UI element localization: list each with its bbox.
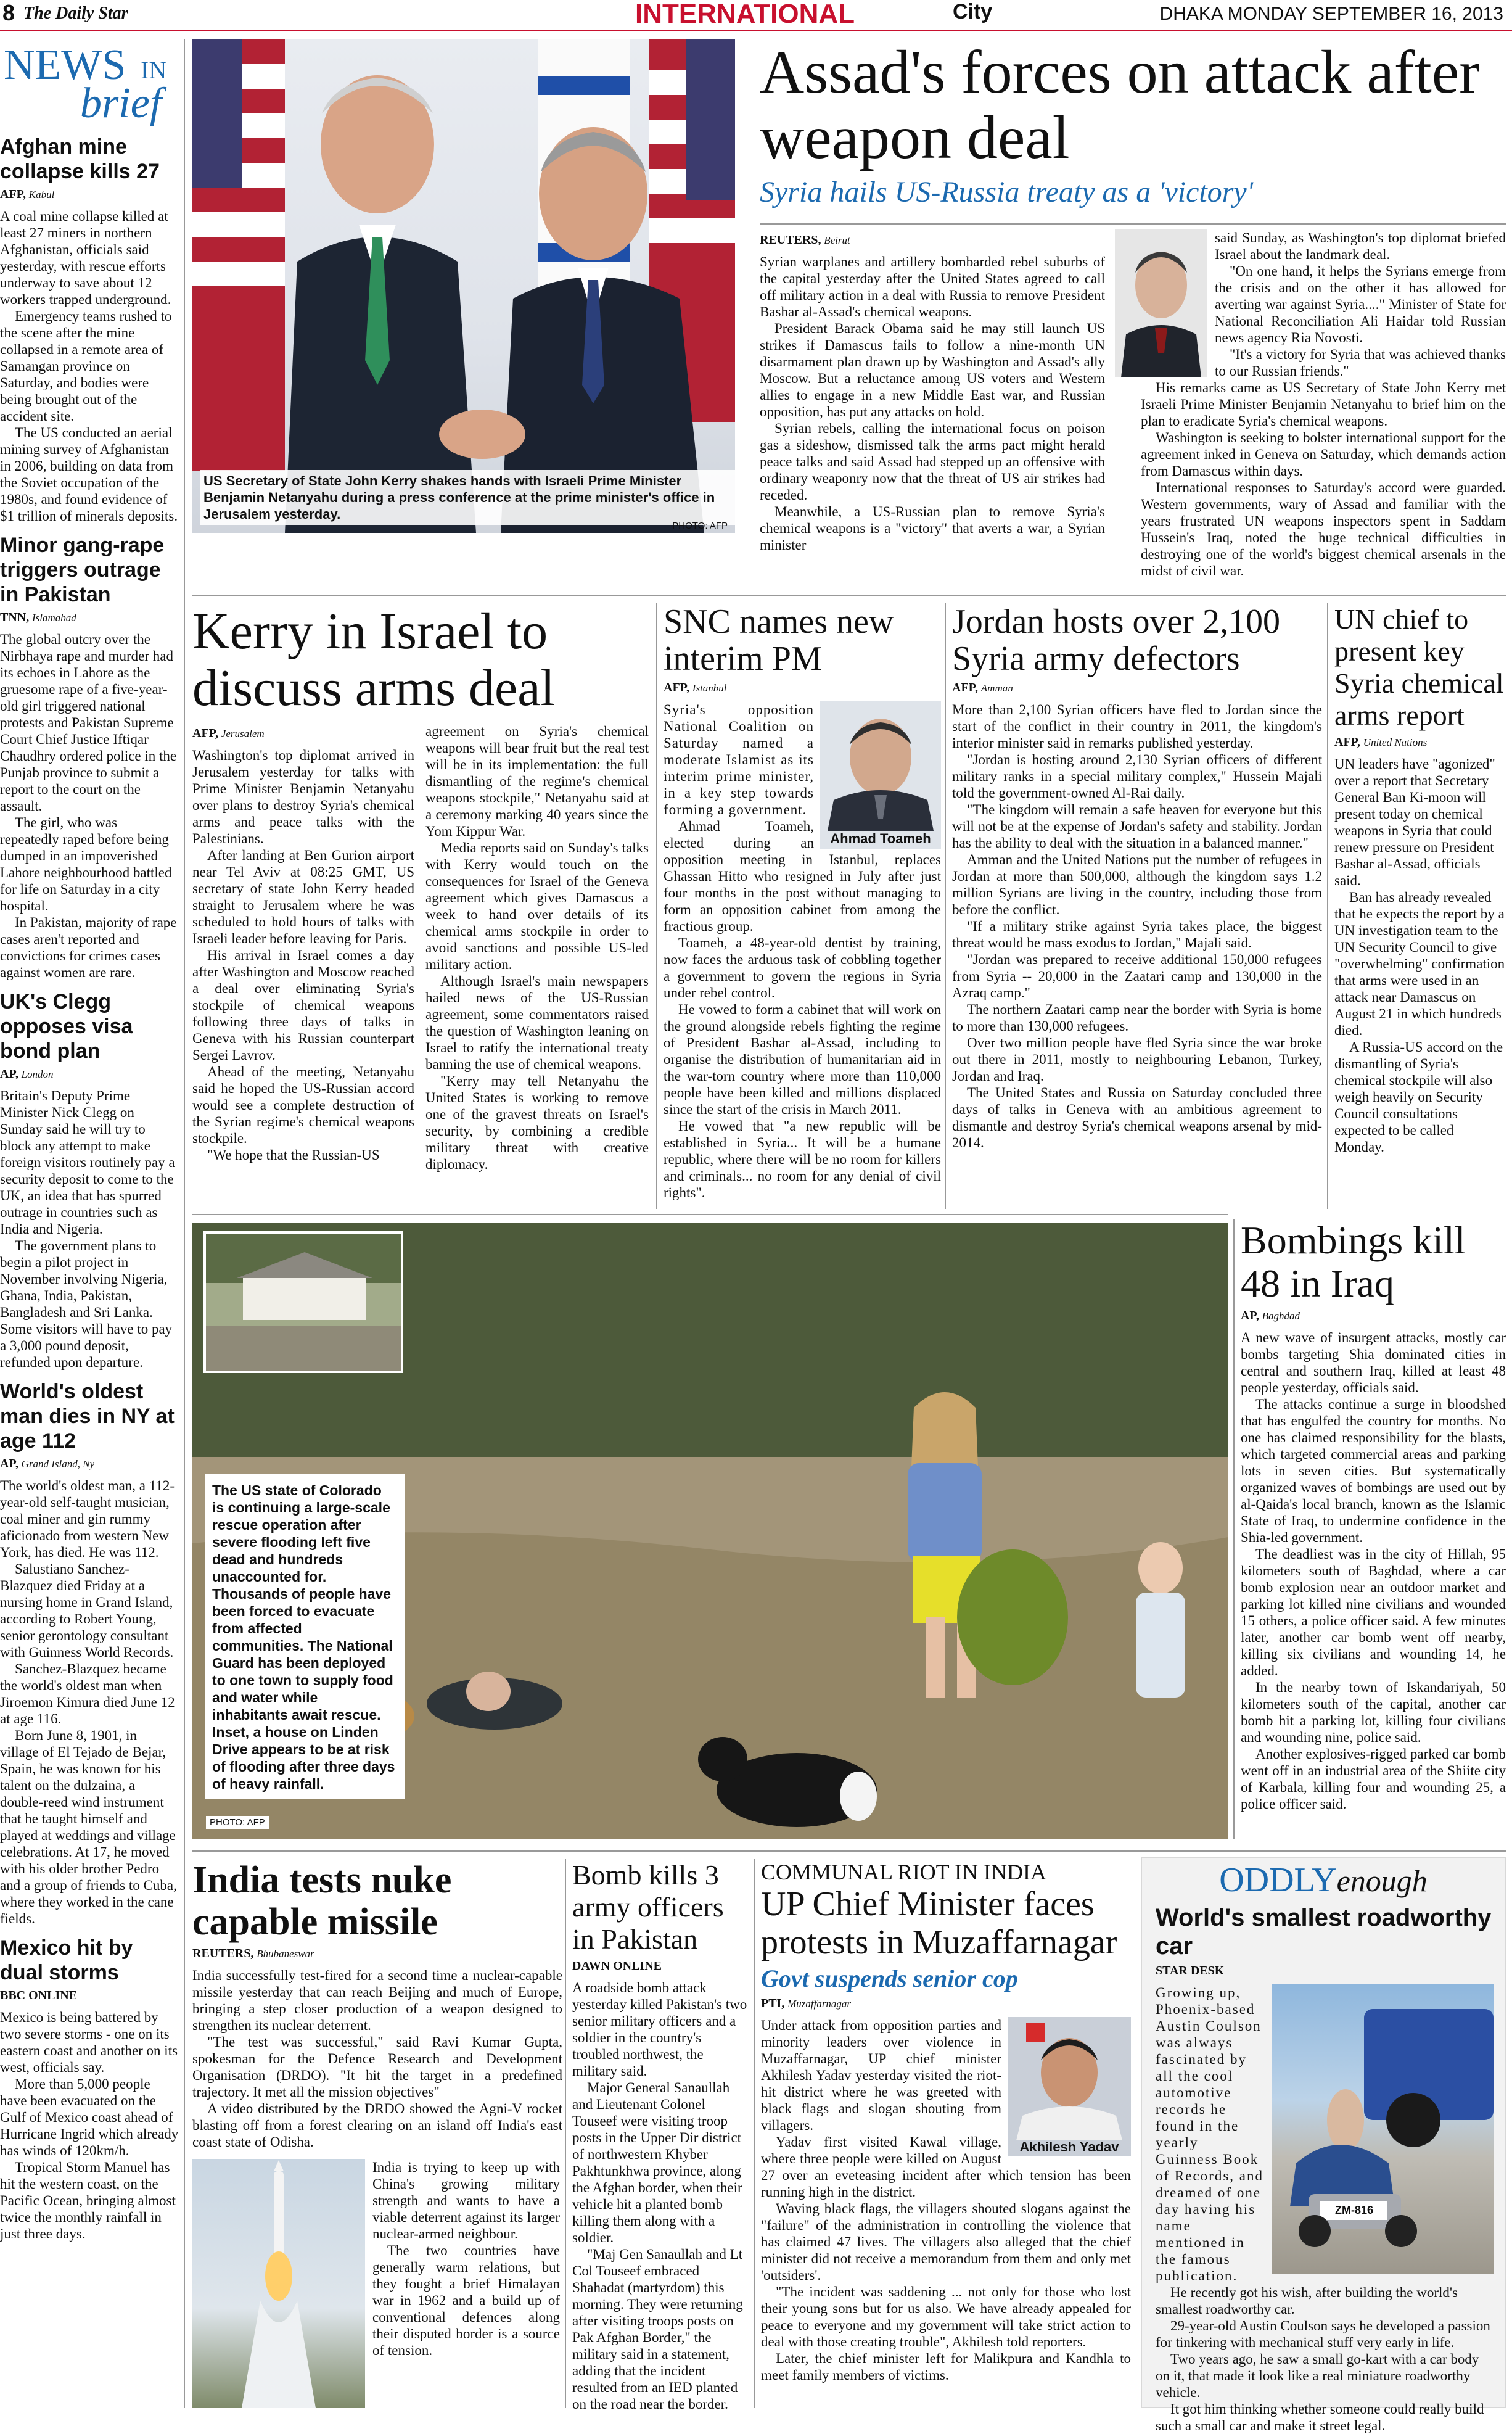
brief-headline: Afghan mine collapse kills 27: [0, 135, 160, 183]
jordan-headline: Jordan hosts over 2,100 Syria army defectors: [952, 603, 1280, 678]
paragraph: Major General Sanaullah and Lieutenant Colonel Touseef were visiting troop posts in the Upper Dir district of northwestern Khyber Pakhtunkhwa province, along the Afghan border, when their vehicle hit a planted bomb killing them along with a soldier.: [572, 2080, 742, 2245]
bomb-headline: Bomb kills 3 army officers in Pakistan: [572, 1859, 724, 1955]
paragraph: It got him thinking whether someone could really build such a small car and make it street legal.: [1156, 2401, 1484, 2433]
iraq-place: Baghdad: [1262, 1310, 1300, 1322]
paragraph: He recently got his wish, after building the world's smallest roadworthy car.: [1156, 2285, 1458, 2317]
brief-item: [0, 1379, 179, 1927]
photo-credit: PHOTO: AFP: [672, 521, 728, 531]
brief-headline: World's oldest man dies in NY at age 112: [0, 1380, 175, 1453]
oddly-label: [1142, 1860, 1505, 1900]
dateline: DHAKA MONDAY SEPTEMBER 16, 2013: [1159, 4, 1503, 24]
flood-caption-box: [205, 1474, 405, 1799]
assad-agency: REUTERS,: [760, 233, 821, 247]
us-flag-left: [192, 39, 285, 471]
un-place: United Nations: [1363, 736, 1428, 748]
paragraph: The deadliest was in the city of Hillah, 95 kilometers south of Baghdad, where a car bomb explosion near an outdoor market and parking lot killed nine civilians and wounded 15 others, a police officer said. A few minutes later, another car bomb went off nearby, killing six civilians and wounding 14, he added.: [1241, 1546, 1506, 1678]
paragraph: Although Israel's main newspapers hailed news of the US-Russian agreement, some commentators raised the question of Washington leaning on Israel to ratify the international treaty banning the use of chemical weapons.: [425, 973, 649, 1072]
paragraph: Meanwhile, a US-Russian plan to remove Syria's chemical weapons is a "victory" that averts a war, a Syrian minister: [760, 504, 1105, 553]
assad-col-2: [1141, 229, 1506, 579]
section-rule: [192, 595, 1506, 596]
photo-credit: PHOTO: AFP: [206, 1816, 269, 1829]
kerry-col-1: [192, 723, 414, 1163]
paragraph: The attacks continue a surge in bloodshed that has engulfed the country for months. No one has claimed responsibility for the blasts, which targeted commercial areas and parking lots in seven cities. But systematically organized waves of bombings are used out by al-Qaida's local branch, known as the Islamic State of Iraq, to undermine confidence in the Shia-led government.: [1241, 1396, 1506, 1545]
assad-headline: Assad's forces on attack after weapon deal: [760, 38, 1480, 171]
column-rule: [656, 603, 657, 1209]
paragraph: "The kingdom will remain a safe heaven for everyone but this will not be at the expense of Jordan's safety and stability. Jordan has the ability to deal with the situation in a balanced manner.": [952, 802, 1322, 851]
brief-paragraph: More than 5,000 people have been evacuated on the Gulf of Mexico coast ahead of Hurricane Ingrid which already has winds of 120km/h.: [0, 2076, 179, 2158]
paragraph: "The incident was saddening ... not only for those who lost their young sons but for us also. We have already appealed for peace to everyone and my government will take strict action to deal with those creating trouble", Akhilesh told reporters.: [761, 2284, 1131, 2349]
kerry-netanyahu-photo: [192, 39, 735, 533]
paragraph: In the nearby town of Iskandariyah, 50 kilometers south of the capital, another car bomb hit a parking lot, killing four civilians and wounding nine, police said.: [1241, 1680, 1506, 1745]
brief-headline: UK's Clegg opposes visa bond plan: [0, 990, 133, 1063]
handshake-illustration: [192, 39, 735, 533]
pakistan-bomb-article: [572, 1859, 749, 2412]
paragraph: agreement on Syria's chemical weapons will bear fruit but the real test will be in its implementation: the full dismantling of the regime's chemical weapons stockpile," Netanyahu said at a ceremony marking 40 years since the Yom Kippur War.: [425, 724, 649, 839]
page-number: 8: [2, 0, 15, 25]
paragraph: "Maj Gen Sanaullah and Lt Col Touseef embraced Shahadat (martyrdom) this morning. They were returning after visiting troops posts on Pak Afghan Border," the military said in a statement, adding that the incident resulted from an IED planted on the road near the border.: [572, 2246, 743, 2412]
oddly-enough-box: [1141, 1857, 1506, 2433]
jordan-article: [952, 603, 1322, 1151]
brief-item: [0, 1936, 179, 2242]
paragraph: International responses to Saturday's accord were guarded. Western governments, wary of Assad and familiar with the years frustrated UN weapons inspectors spent in Saddam Hussein's Iraq, noted the huge technical difficulties in destroying one of the world's biggest chemical arsenals in the midst of civil war.: [1141, 480, 1506, 579]
paragraph: Syria's opposition National Coalition on Saturday named a moderate Islamist as its interim prime minister, in a key step towards forming a government.: [664, 702, 814, 817]
paragraph: More than 2,100 Syrian officers have fled to Jordan since the start of the conflict in their country in 2011, the kingdom's interior minister said in remarks published yesterday.: [952, 702, 1322, 751]
paragraph: After landing at Ben Gurion airport near Tel Aviv at 08:25 GMT, US secretary of state John Kerry headed straight to Jerusalem where he was scheduled to hold hours of talks with Israeli leader before leaving for Paris.: [192, 848, 414, 946]
paragraph: President Barack Obama said he may still launch US strikes if Damascus fails to follow a nine-month UN disarmament plan drawn up by Washington and Assad's ally Moscow. But a reluctance among US voters and Western allies to engage in a new Middle East war, and Russian opposition, has put any attacks on hold.: [760, 321, 1105, 419]
bomb-agency: DAWN ONLINE: [572, 1959, 662, 1973]
snc-article: [664, 603, 941, 1201]
up-headline: UP Chief Minister faces protests in Muzaffarnagar: [761, 1885, 1117, 1962]
photo-caption: Akhilesh Yadav: [1019, 2139, 1119, 2155]
paragraph: Syrian rebels, calling the international focus on poison gas a sideshow, dismissed talk the arms pact might herald peace talks and said Assad had stepped up an offensive with ordinary weaponry now that the threat of US air strikes had receded.: [760, 421, 1105, 503]
inset-house-photo: [203, 1231, 403, 1373]
sub-section-label: City: [953, 0, 993, 23]
brief-paragraph: The world's oldest man, a 112-year-old self-taught musician, coal miner and gin rummy aficionado from western New York, has died. He was 112.: [0, 1478, 175, 1560]
kerry-col-2: [425, 723, 649, 1173]
paragraph: A video distributed by the DRDO showed the Agni-V rocket blasting off from a forest clearing on an island off India's east coast state of Odisha.: [192, 2101, 562, 2150]
paragraph: "Jordan is hosting around 2,130 Syrian officers of different military ranks in a special military complex," Hussein Majali told the government-owned Al-Rai daily.: [952, 752, 1322, 801]
jordan-agency: AFP,: [952, 681, 979, 695]
paragraph: His arrival in Israel comes a day after Washington and Moscow reached a deal over eliminating Syria's stockpile of chemical weapons following three days of talks in Geneva with his Russian counterpart Sergei Lavrov.: [192, 947, 414, 1063]
brief-paragraph: Mexico is being battered by two severe storms - one on its eastern coast and another on its west, officials say.: [0, 2010, 178, 2075]
brief-agency: TNN,: [0, 611, 30, 624]
brief-title-in: IN: [141, 56, 167, 84]
paragraph: The northern Zaatari camp near the border with Syria is home to more than 130,000 refugees.: [952, 1002, 1322, 1034]
india-agency: REUTERS,: [192, 1947, 254, 1960]
paragraph: Washington is seeking to bolster international support for the agreement inked in Geneva on Saturday, which demands action from Damascus within days.: [1141, 430, 1506, 479]
portrait-icon: [820, 701, 941, 831]
colorado-flood-photo: [192, 1223, 1228, 1839]
paragraph: The United States and Russia on Saturday concluded three days of talks in Geneva with an ambitious agreement to dismantle and destroy Syria's chemical weapons arsenal by mid-2014.: [952, 1085, 1322, 1150]
paragraph: The two countries have generally warm relations, but they fought a brief Himalayan war in 1962 and a build up of conventional defences along their disputed border is a source of tension.: [372, 2243, 560, 2358]
brief-paragraph: A coal mine collapse killed at least 27 miners in northern Afghanistan, officials said yesterday, with rescue efforts underway to save about 12 workers trapped underground.: [0, 208, 171, 307]
paragraph: Media reports said on Sunday's talks with Kerry would touch on the consequences for Israel of the Geneva agreement which gives Damascus a week to hand over details of its chemical arms stockpile in order to avoid sanctions and possible US-led military action.: [425, 840, 649, 972]
paragraph: Under attack from opposition parties and minority leaders over violence in Muzaffarnagar, UP chief minister Akhilesh Yadav yesterday visited the riot-hit district where he was greeted with black flags and slogan shouting from villagers.: [761, 2018, 1001, 2133]
paragraph: Another explosives-rigged parked car bomb went off in an industrial area of the Shiite city of Karbala, killing four and wounding 25, a police officer said.: [1241, 1746, 1506, 1812]
paragraph: Toameh, a 48-year-old dentist by training, now faces the arduous task of cobbling together a government to govern the regions in Syria under rebel control.: [664, 935, 941, 1000]
paragraph: A new wave of insurgent attacks, mostly car bombs targeting Shia dominated cities in central and southern Iraq, killed at least 48 people yesterday, officials said.: [1241, 1330, 1506, 1395]
brief-agency: BBC ONLINE: [0, 1989, 78, 2002]
un-headline: UN chief to present key Syria chemical arms report: [1334, 603, 1504, 731]
brief-paragraph: Born June 8, 1901, in village of El Tejado de Bejar, Spain, he was known for his talent on the dulzaina, a double-reed wind instrument that he taught himself and played at weddings and village celebrations. At 17, he moved with his older brother Pedro and a group of friends to Cuba, where they worked in the cane fields.: [0, 1728, 177, 1926]
paragraph: India is trying to keep up with China's growing military strength and wants to have a viable deterrent against its larger nuclear-armed neighbour.: [372, 2160, 560, 2242]
brief-title-brief: brief: [80, 80, 162, 127]
paragraph: India successfully test-fired for a second time a nuclear-capable missile yesterday that can reach Beijing and much of Europe, bringing a step closer production of a weapon designed to strengthen its nuclear deterrent.: [192, 1968, 562, 2033]
kerry-agency: AFP,: [192, 727, 219, 740]
paragraph: He vowed to form a cabinet that will work on the ground alongside rebels fighting the regime of President Bashar al-Assad, including to organise the distribution of humanitarian aid in the war-torn country where more than 110,000 people have been killed and millions displaced since the start of the crisis in March 2011.: [664, 1002, 941, 1117]
paragraph: "The test was successful," said Ravi Kumar Gupta, spokesman for the Defence Research and Development Organisation (DRDO). "It hit the target in a predefined trajectory. It met all the mission objectives": [192, 2034, 562, 2100]
snc-agency: AFP,: [664, 681, 690, 695]
oddly-label-b: enough: [1336, 1863, 1428, 1898]
section-label: INTERNATIONAL: [635, 0, 855, 29]
brief-agency: AP,: [0, 1457, 18, 1471]
paragraph: His remarks came as US Secretary of State John Kerry met Israeli Prime Minister Benjamin Netanyahu to brief him on the plan to eradicate Syria's chemical weapons.: [1141, 380, 1506, 429]
snc-headline: SNC names new interim PM: [664, 603, 894, 678]
paragraph: A roadside bomb attack yesterday killed Pakistan's two senior military officers and a soldier in the country's troubled northwest, the military said.: [572, 1980, 747, 2079]
brief-paragraph: The government plans to begin a pilot project in November involving Nigeria, Ghana, India, Pakistan, Bangladesh and Sri Lanka. Some visitors will have to pay a 3,000 pound deposit, refunded upon departure.: [0, 1238, 173, 1370]
column-rule: [184, 39, 185, 2408]
paragraph: He vowed that "a new republic will be established in Syria... It will be a humane republic, where there will be no room for killers and criminals... no room for any denial of civil rights".: [664, 1118, 941, 1200]
paragraph: "It's a victory for Syria that was achieved thanks to our Russian friends.": [1215, 347, 1506, 379]
portrait-icon: [1008, 2017, 1131, 2140]
brief-paragraph: Salustiano Sanchez-Blazquez died Friday at a nursing home in Grand Island, according to Robert Young, senior gerontology consultant with Guinness World Records.: [0, 1561, 174, 1660]
paragraph: Waving black flags, the villagers shouted slogans against the "failure" of the administration in controlling the violence that has claimed 47 lives. The villagers also alleged that the chief minister did not receive a memorandum from them and only met 'outsiders'.: [761, 2201, 1131, 2283]
akhilesh-photo: [1008, 2017, 1131, 2156]
up-place: Muzaffarnagar: [787, 1998, 852, 2010]
section-rule: [192, 1214, 1228, 1215]
missile-icon: [192, 2159, 365, 2408]
column-rule: [1233, 1219, 1235, 1839]
kerry-article: [192, 603, 661, 717]
paragraph: "If a military strike against Syria takes place, the biggest threat would be mass exodus to Jordan," Majali said.: [952, 918, 1322, 951]
tiny-car-illustration: [1272, 1984, 1494, 2274]
paragraph: 29-year-old Austin Coulson says he developed a passion for tinkering with mechanical stuff very early in life.: [1156, 2318, 1490, 2350]
paragraph: UN leaders have "agonized" over a report that Secretary General Ban Ki-moon will present today on chemical weapons in Syria that could renew pressure on President Bashar al-Assad, officials said.: [1334, 756, 1495, 888]
paragraph: Ahead of the meeting, Netanyahu said he hoped the US-Russian accord would see a complete destruction of the Syrian regime's chemical weapons stockpile.: [192, 1064, 414, 1146]
brief-paragraph: The global outcry over the Nirbhaya rape and murder had its echoes in Lahore as the gruesome rape of a five-year-old girl triggered national protests and Pakistan Supreme Court Chief Justice Iftiqar Chaudhry ordered police in the Punjab province to submit a report to the court on the assault.: [0, 632, 177, 814]
brief-paragraph: The US conducted an aerial mining survey of Afghanistan in 2006, building on data from the Soviet occupation of the 1980s, and found evidence of $1 trillion of minerals deposits.: [0, 425, 178, 524]
brief-title-news: NEWS: [4, 41, 126, 89]
photo-caption: US Secretary of State John Kerry shakes hands with Israeli Prime Minister Benjamin Netanyahu during a press conference at the prime minister's office in Jerusalem yesterday.: [200, 470, 735, 525]
assad-col-1: [760, 229, 1105, 553]
up-subhead: Govt suspends senior cop: [761, 1965, 1018, 1992]
paragraph: Two years ago, he saw a small go-kart with a car body on it, that made it look like a real miniature roadworthy vehicle.: [1156, 2351, 1479, 2400]
paragraph: Over two million people have fled Syria since the war broke out there in 2011, mostly to neighbouring Lebanon, Turkey, Jordan and Iraq.: [952, 1035, 1322, 1084]
india-article: [192, 1859, 562, 2150]
paragraph: "Jordan was prepared to receive additional 150,000 refugees from Syria -- 20,000 in the Zaatari camp and 130,000 in the Azraq camp.": [952, 952, 1322, 1000]
brief-paragraph: Emergency teams rushed to the scene after the mine collapsed in a remote area of Samangan province on Saturday, and bodies were being brought out of the accident site.: [0, 308, 172, 424]
un-agency: AFP,: [1334, 735, 1361, 749]
iraq-article: [1241, 1219, 1506, 1812]
photo-caption: Ahmad Toameh: [830, 831, 931, 846]
brief-agency: AFP,: [0, 188, 27, 201]
assad-place: Beirut: [824, 234, 850, 246]
brief-paragraph: Sanchez-Blazquez became the world's oldest man when Jiroemon Kimura died June 12 at age 116.: [0, 1661, 175, 1726]
paragraph: Later, the chief minister left for Malikpura and Kandhla to meet family members of victims.: [761, 2351, 1131, 2383]
paragraph: Amman and the United Nations put the number of refugees in Jordan at more than 500,000, although the kingdom says 1.2 million Syrians are living in the country, including those from before the conflict.: [952, 852, 1322, 917]
toameh-photo: [820, 701, 941, 849]
up-kicker: COMMUNAL RIOT IN INDIA: [761, 1860, 1046, 1884]
tiny-car-photo: [1272, 1984, 1494, 2274]
brief-place: London: [21, 1068, 54, 1080]
india-col-2: [372, 2159, 560, 2359]
brief-paragraph: Britain's Deputy Prime Minister Nick Clegg on Sunday said he will try to block any attempt to make foreign visitors routinely pay a security deposit to come to the UK, an idea that has spurred outrage in countries such as India and Nigeria.: [0, 1088, 175, 1237]
brief-paragraph: In Pakistan, majority of rape cases aren't reported and convictions for crimes cases against women are rare.: [0, 915, 177, 980]
paragraph: Growing up, Phoenix-based Austin Coulson was always fascinated by all the cool automotive records he found in the yearly Guinness Book of Records, and dreamed of one day having his name mentioned in the famous publication.: [1156, 1985, 1263, 2283]
jordan-place: Amman: [980, 682, 1013, 694]
iraq-headline: Bombings kill 48 in Iraq: [1241, 1218, 1466, 1305]
paragraph: "On one hand, it helps the Syrians emerge from the crisis and on the other it has allowed for averting war against Syria...." Minister of State for National Reconciliation Ali Haidar told Russian news agency Ria Novosti.: [1215, 263, 1506, 345]
assad-article: [760, 39, 1506, 209]
column-rule: [754, 1859, 755, 2408]
paragraph: "We hope that the Russian-US: [207, 1147, 380, 1163]
brief-agency: AP,: [0, 1067, 18, 1081]
house-icon: [206, 1234, 401, 1371]
paper-name: The Daily Star: [23, 4, 128, 23]
assad-subhead: Syria hails US-Russia treaty as a 'victory': [760, 176, 1253, 208]
snc-place: Istanbul: [692, 682, 727, 694]
paragraph: "Kerry may tell Netanyahu the United States is working to remove one of the gravest threats on Israel's security, by combining a credible military threat with creative diplomacy.: [425, 1073, 649, 1172]
brief-place: Kabul: [28, 189, 55, 200]
masthead-rule: [0, 30, 1512, 31]
paragraph: said Sunday, as Washington's top diplomat briefed Israel about the landmark deal.: [1215, 230, 1506, 262]
india-place: Bhubaneswar: [257, 1948, 314, 1960]
un-article: [1334, 603, 1506, 1155]
paragraph: Yadav first visited Kawal village, where three people were killed on August 27 over an eveteasing incident after which tension has been running high in the district.: [761, 2134, 1131, 2200]
paragraph: Washington's top diplomat arrived in Jerusalem yesterday for talks with Prime Minister Benjamin Netanyahu over plans to destroy Syria's chemical arms and peace talks with the Palestinians.: [192, 748, 414, 846]
paragraph: Ahmad Toameh, elected during an opposition meeting in Istanbul, replaces Ghassan Hitto who resigned in July after just four months in the post without managing to form an opposition cabinet from among the fractious group.: [664, 819, 941, 934]
up-agency: PTI,: [761, 1997, 785, 2010]
license-plate: ZM-816: [1334, 2204, 1373, 2216]
brief-item: [0, 989, 179, 1371]
brief-paragraph: Tropical Storm Manuel has hit the western coast, on the Pacific Ocean, bringing almost twice the monthly rainfall in just three days.: [0, 2160, 176, 2242]
brief-place: Grand Island, Ny: [21, 1458, 95, 1470]
rule: [760, 223, 1506, 225]
up-article: [761, 1859, 1131, 2383]
oddly-headline: World's smallest roadworthy car: [1156, 1904, 1492, 1960]
brief-headline: Minor gang-rape triggers outrage in Pakistan: [0, 534, 165, 606]
column-rule: [1327, 603, 1328, 1209]
column-rule: [945, 603, 946, 1209]
photo-caption: The US state of Colorado is continuing a large-scale rescue operation after severe flooding left five dead and hundreds unaccounted for. Thousands of people have been forced to evacuate from affected communities. The National Guard has been deployed to one town to supply food and water while inhabitants await rescue. Inset, a house on Linden Drive appears to be at risk of flooding after three days of heavy rainfall.: [212, 1482, 395, 1792]
brief-title: [0, 39, 179, 132]
paragraph: Syrian warplanes and artillery bombarded rebel suburbs of the capital yesterday after the United States agreed to call off military action in a deal with Russia to remove President Bashar al-Assad's chemical weapons.: [760, 254, 1105, 320]
brief-paragraph: The girl, who was repeatedly raped before being dumped in an impoverished Lahore neighbourhood battled for life on Saturday in a city hospital.: [0, 815, 172, 914]
paragraph: A Russia-US accord on the dismantling of Syria's chemical stockpile will also weigh heavily on Security Council consultations expected to be called Monday.: [1334, 1039, 1503, 1155]
oddly-agency: STAR DESK: [1156, 1964, 1225, 1978]
masthead: [0, 0, 1512, 28]
missile-photo: [192, 2159, 365, 2408]
brief-item: [0, 533, 179, 981]
kerry-headline: Kerry in Israel to discuss arms deal: [192, 603, 555, 717]
brief-item: [0, 134, 179, 524]
kerry-place: Jerusalem: [221, 728, 265, 740]
iraq-agency: AP,: [1241, 1309, 1259, 1322]
brief-place: Islamabad: [31, 612, 76, 624]
column-rule: [565, 1859, 566, 2408]
india-headline: India tests nuke capable missile: [192, 1859, 452, 1943]
news-in-brief: [0, 39, 179, 2242]
brief-headline: Mexico hit by dual storms: [0, 1936, 133, 1984]
paragraph: Ban has already revealed that he expects the report by a UN investigation team to the UN Security Council to give "overwhelming" confirmation that arms were used in an attack near Damascus on August 21 in which hundreds died.: [1334, 889, 1505, 1038]
section-rule: [192, 1850, 1506, 1852]
oddly-label-a: ODDLY: [1219, 1861, 1337, 1899]
